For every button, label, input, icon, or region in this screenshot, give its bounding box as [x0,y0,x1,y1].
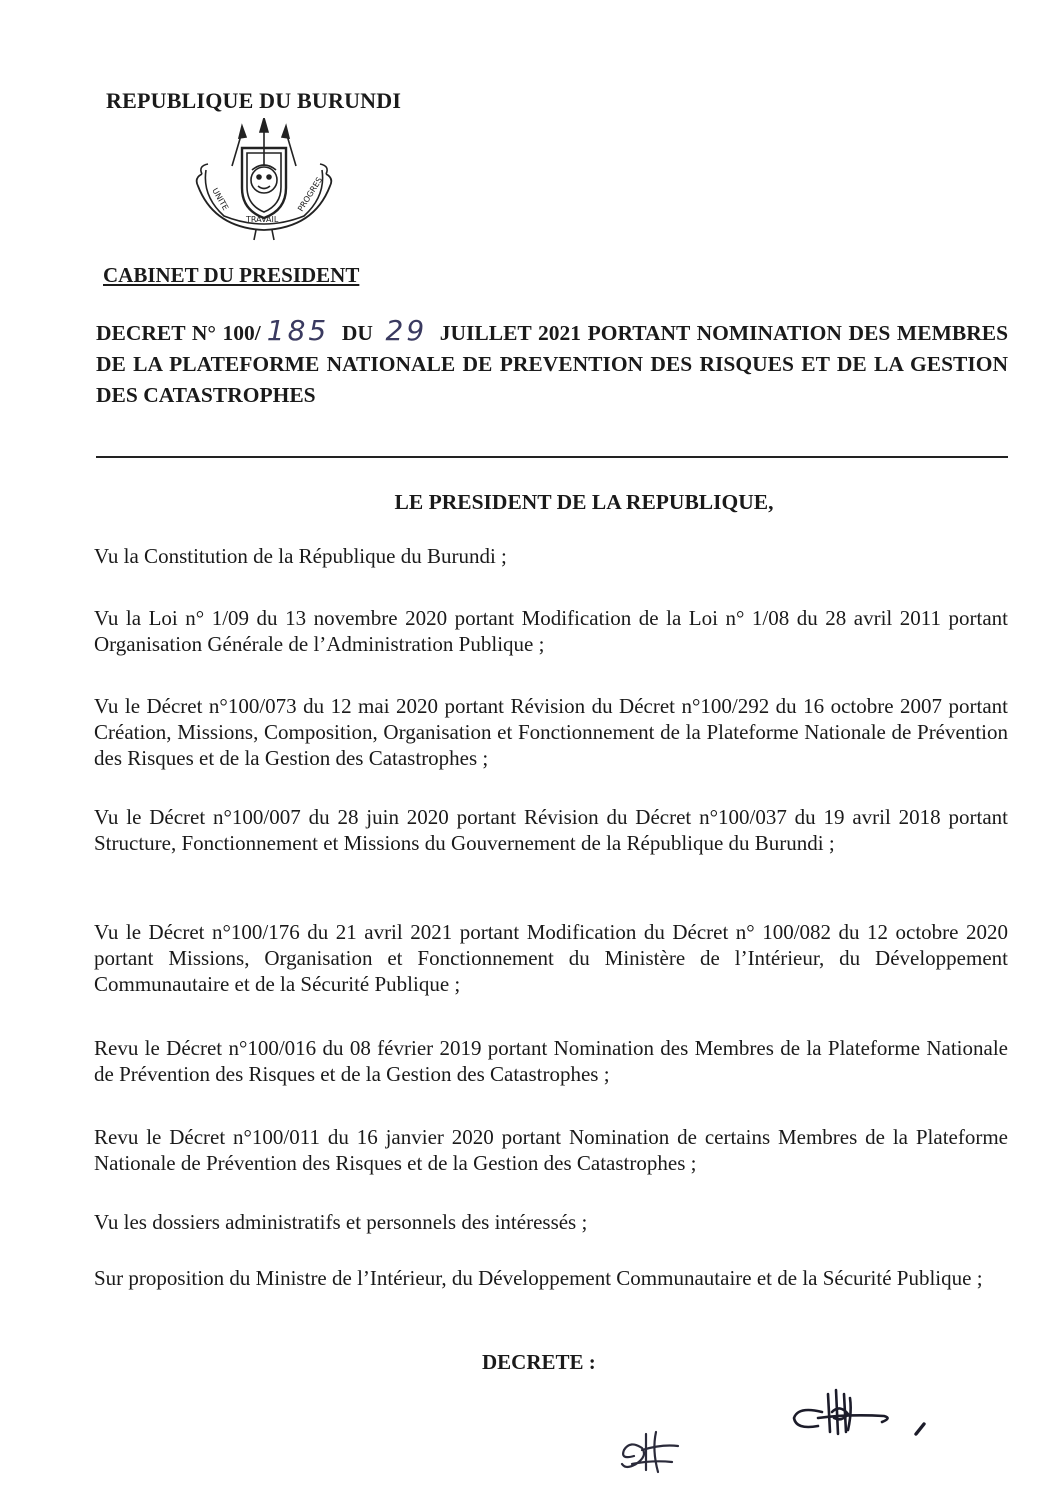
president-signature-icon [788,1382,948,1454]
decrete-heading: DECRETE : [482,1350,596,1374]
decree-title [96,314,1009,411]
motto-word-3: PROGRES [296,175,325,214]
initials-signature-icon [612,1420,688,1480]
consideration-3: Vu le Décret n°100/073 du 12 mai 2020 portant Révision du Décret n°100/292 du 16 octobre 2007 portant Création, Missions, Composition, Organisation et Fonctionnement de la Plateforme Nationale de Prévention des Risques et de la Gestion des Catastrophes ; [94,694,1008,770]
title-prefix: DECRET N° 100/ [96,321,261,345]
consideration-2: Vu la Loi n° 1/09 du 13 novembre 2020 portant Modification de la Loi n° 1/08 du 28 avril 2011 portant Organisation Générale de l’Administration Publique ; [94,606,1008,656]
consideration-9: Sur proposition du Ministre de l’Intérieur, du Développement Communautaire et de la Sécurité Publique ; [94,1266,983,1290]
handwritten-decree-number: 185 [266,314,330,347]
consideration-8: Vu les dossiers administratifs et personnels des intéressés ; [94,1210,588,1234]
title-divider [96,456,1008,458]
title-rest: JUILLET 2021 PORTANT NOMINATION DES MEMBRES DE LA PLATEFORME NATIONALE DE PREVENTION DES RISQUES ET DE LA GESTION DES CATASTROPHES [96,321,1009,407]
country-heading: REPUBLIQUE DU BURUNDI [106,88,402,113]
coat-of-arms-icon [184,118,344,243]
motto-word-1: UNITE [210,186,231,212]
handwritten-day: 29 [385,314,428,347]
consideration-1: Vu la Constitution de la République du Burundi ; [94,544,507,568]
consideration-4: Vu le Décret n°100/007 du 28 juin 2020 portant Révision du Décret n°100/037 du 19 avril 2018 portant Structure, Fonctionnement et Missions du Gouvernement de la République du Burundi ; [94,805,1008,855]
consideration-6: Revu le Décret n°100/016 du 08 février 2019 portant Nomination des Membres de la Plateforme Nationale de Prévention des Risques et de la Gestion des Catastrophes ; [94,1036,1008,1086]
president-heading: LE PRESIDENT DE LA REPUBLIQUE, [394,490,774,514]
consideration-7: Revu le Décret n°100/011 du 16 janvier 2020 portant Nomination de certains Membres de la Plateforme Nationale de Prévention des Risques et de la Gestion des Catastrophes ; [94,1125,1008,1175]
title-du: DU [341,321,373,345]
consideration-5: Vu le Décret n°100/176 du 21 avril 2021 portant Modification du Décret n° 100/082 du 12 octobre 2020 portant Missions, Organisation et Fonctionnement du Ministère de l’Intérieur, du Développement Communautaire et de la Sécurité Publique ; [94,920,1008,996]
cabinet-heading: CABINET DU PRESIDENT [103,263,360,287]
motto-word-2: TRAVAIL [246,215,279,224]
